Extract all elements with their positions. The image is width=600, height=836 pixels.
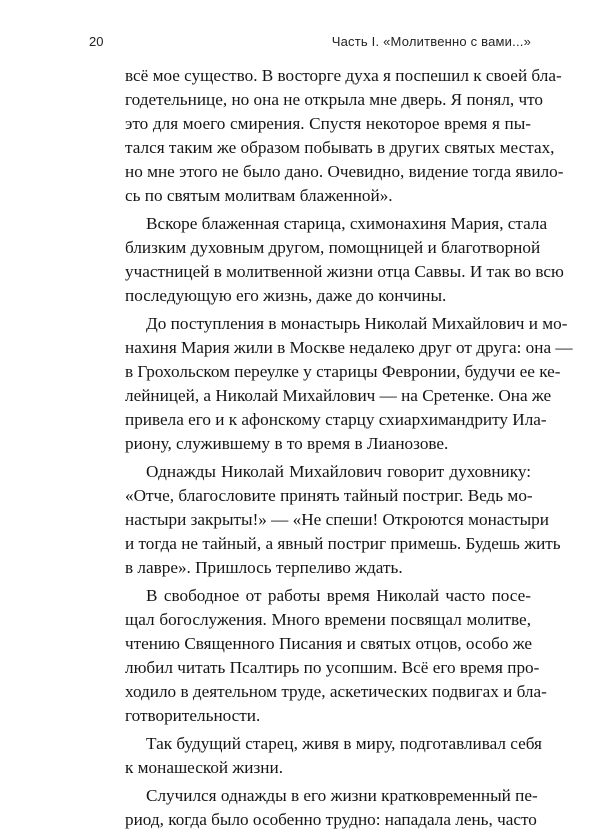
text-line: «Отче, благословите принять тайный постриг. Ведь мо- [125,486,533,505]
page-number: 20 [89,34,104,49]
text-line: лейницей, а Николай Михайлович — на Сретенке. Она же [125,386,552,405]
text-line: В свободное от работы время Николай часто посе- [146,586,531,605]
text-line: в лавре». Пришлось терпеливо ждать. [125,558,403,577]
text-line: участницей в молитвенной жизни отца Саввы. И так во всю [125,262,564,281]
body-text [125,64,573,836]
text-line: последующую его жизнь, даже до кончины. [125,286,447,305]
text-line: Так будущий старец, живя в миру, подготавливал себя [146,734,542,753]
text-line: годетельнице, но она не открыла мне дверь. Я понял, что [125,90,544,109]
text-line: любил читать Псалтирь по усопшим. Всё его время про- [125,658,540,677]
text-line: настыри закрыты!» — «Не спеши! Откроются монастыри [125,510,549,529]
text-line: это для моего смирения. Спустя некоторое время я пы- [125,114,531,133]
text-line: щал богослужения. Много времени посвящал молитве, [125,610,531,629]
text-line: чтению Священного Писания и святых отцов, особо же [125,634,533,653]
paragraph [125,64,564,208]
text-line: но мне этого не было дано. Очевидно, видение тогда явило- [125,162,564,181]
paragraph [125,312,573,456]
text-line: привела его и к афонскому старцу схиархимандриту Ила- [125,410,547,429]
paragraph [125,460,561,580]
text-line: Случился однажды в его жизни кратковременный пе- [146,786,538,805]
paragraph [125,784,538,832]
paragraph [125,732,542,780]
text-line: близким духовным другом, помощницей и благотворной [125,238,541,257]
text-line: ходило в деятельном труде, аскетических подвигах и бла- [125,682,547,701]
text-line: До поступления в монастырь Николай Михайлович и мо- [146,314,568,333]
text-line: всё мое существо. В восторге духа я поспешил к своей бла- [125,66,562,85]
running-header [89,34,531,54]
text-line: к монашеской жизни. [125,758,283,777]
text-line: тался таким же образом побывать в других святых местах, [125,138,555,157]
text-line: в Грохольском переулке у старицы Февронии, будучи ее ке- [125,362,561,381]
text-line: готворительности. [125,706,261,725]
text-line: и тогда не тайный, а явный постриг примешь. Будешь жить [125,534,561,553]
text-line: риону, служившему в то время в Лианозове. [125,434,449,453]
paragraph [125,212,564,308]
text-line: сь по святым молитвам блаженной». [125,186,393,205]
paragraph [125,584,547,728]
text-line: Однажды Николай Михайлович говорит духовнику: [146,462,531,481]
text-line: риод, когда было особенно трудно: нападала лень, часто [125,810,537,829]
text-line: Вскоре блаженная старица, схимонахиня Мария, стала [146,214,548,233]
chapter-title: Часть I. «Молитвенно с вами...» [331,34,531,49]
text-line: нахиня Мария жили в Москве недалеко друг от друга: она — [125,338,573,357]
